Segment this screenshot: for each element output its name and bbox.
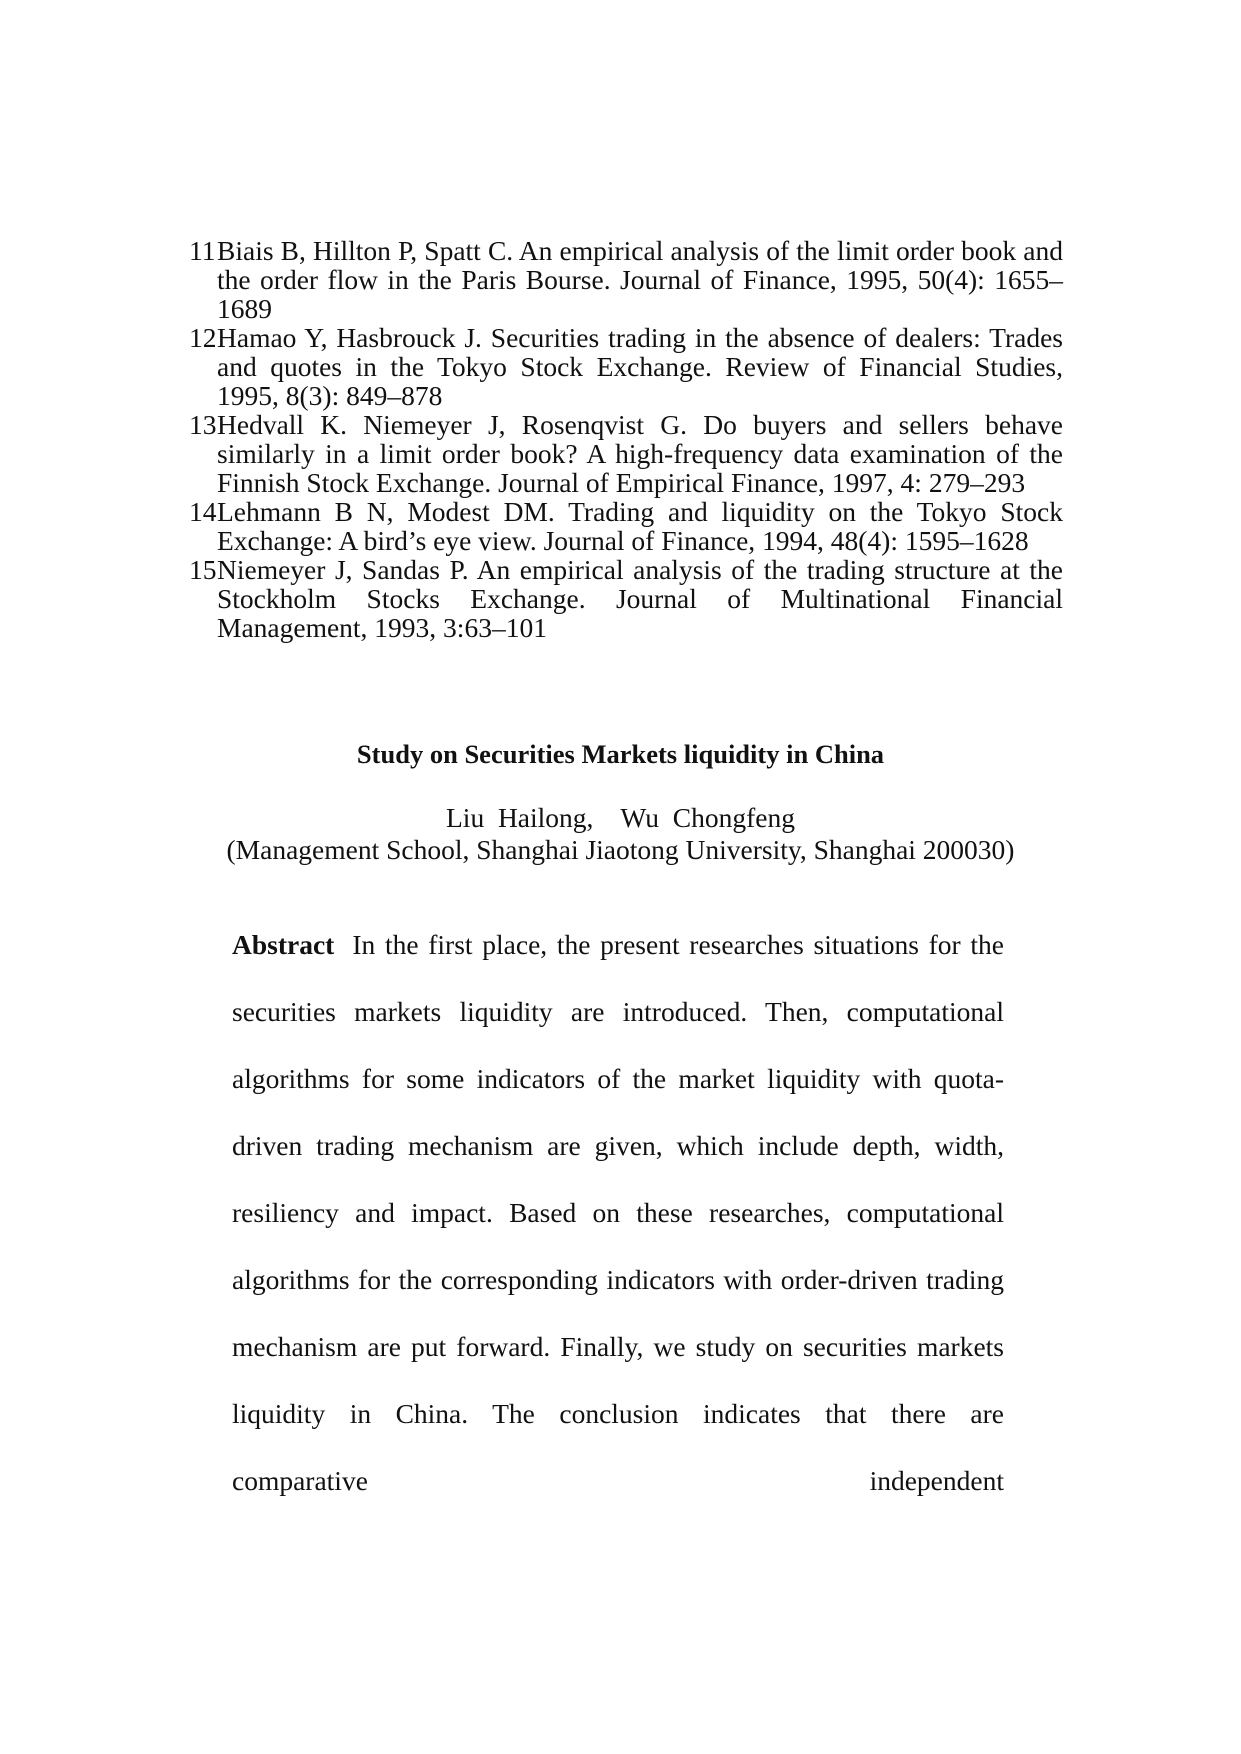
reference-item xyxy=(189,410,1063,497)
reference-text: Biais B, Hillton P, Spatt C. An empirical analysis of the limit order book and the order flow in the Paris Bourse. Journal of Finance, 1995, 50(4): 1655–1689 xyxy=(217,235,1063,324)
paper-title: Study on Securities Markets liquidity in China xyxy=(356,739,885,769)
abstract-label: Abstract xyxy=(232,929,335,960)
reference-number: 12 xyxy=(189,322,217,353)
reference-item xyxy=(189,497,1063,555)
reference-item xyxy=(189,236,1063,323)
paper-affiliation: (Management School, Shanghai Jiaotong University, Shanghai 200030) xyxy=(226,834,1015,865)
reference-text: Niemeyer J, Sandas P. An empirical analysis of the trading structure at the Stockholm Stocks Exchange. Journal of Multinational Financial Management, 1993, 3:63–101 xyxy=(217,554,1063,643)
abstract-text: In the first place, the present researches situations for the securities markets liquidity are introduced. Then, computational algorithms for some indicators of the market liquidity with quota-driven trading mechanism are given, which include depth, width, resiliency and impact. Based on these researches, computational algorithms for the corresponding indicators with order-driven trading mechanism are put forward. Finally, we study on securities markets liquidity in China. The conclusion indicates that there are comparative independent xyxy=(232,929,1004,1496)
abstract-section xyxy=(232,911,1004,1514)
reference-text: Lehmann B N, Modest DM. Trading and liquidity on the Tokyo Stock Exchange: A bird’s eye view. Journal of Finance, 1994, 48(4): 1595–1628 xyxy=(217,496,1063,556)
reference-number: 13 xyxy=(189,409,217,440)
paper-authors: Liu Hailong, Wu Chongfeng xyxy=(446,802,795,833)
reference-number: 15 xyxy=(189,554,217,585)
reference-item xyxy=(189,323,1063,410)
references-list xyxy=(189,236,1063,642)
reference-number: 14 xyxy=(189,496,217,527)
reference-number: 11 xyxy=(189,235,216,266)
reference-item xyxy=(189,555,1063,642)
reference-text: Hedvall K. Niemeyer J, Rosenqvist G. Do buyers and sellers behave similarly in a limit order book? A high-frequency data examination of the Finnish Stock Exchange. Journal of Empirical Finance, 1997, 4: 279–293 xyxy=(217,409,1063,498)
reference-text: Hamao Y, Hasbrouck J. Securities trading in the absence of dealers: Trades and quotes in the Tokyo Stock Exchange. Review of Financial Studies, 1995, 8(3): 849–878 xyxy=(217,322,1063,411)
